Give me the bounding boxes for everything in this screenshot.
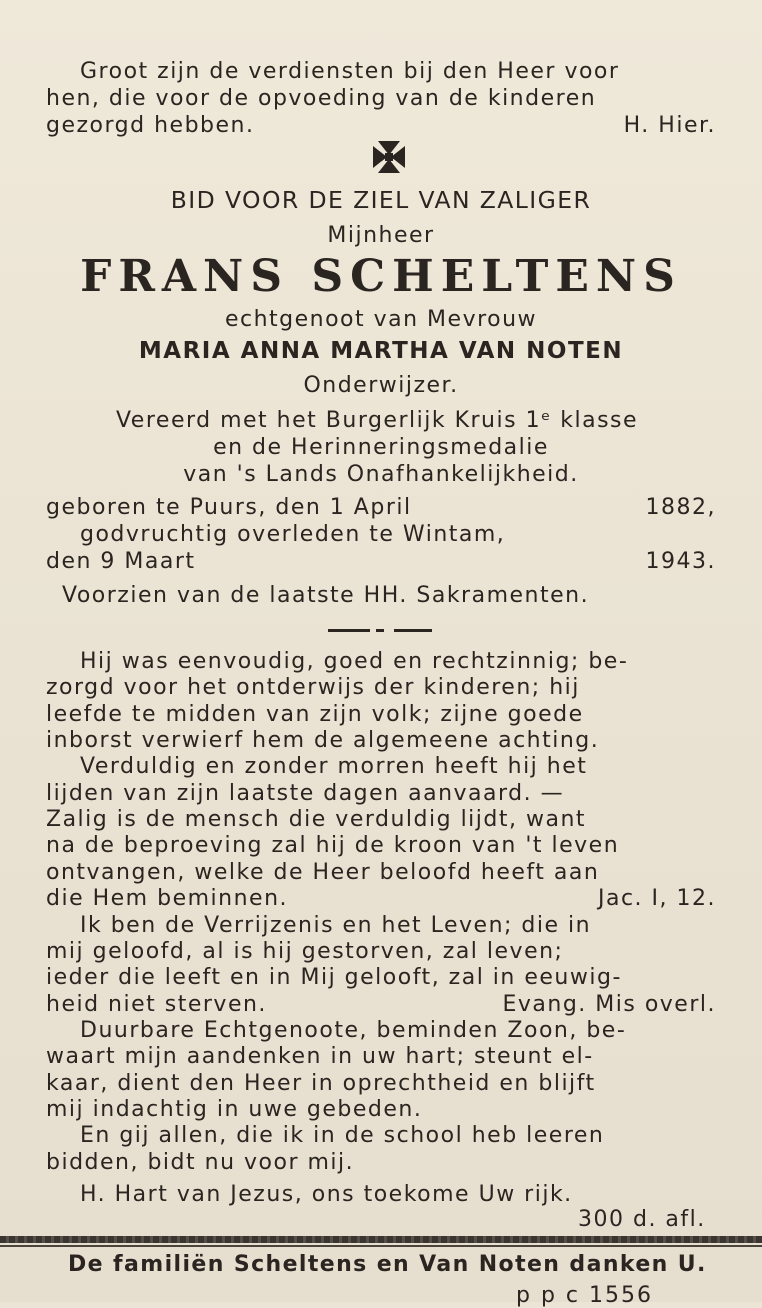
body-line-text: Hij was eenvoudig, goed en rechtzinnig; be- xyxy=(80,649,629,674)
body-line-text: heid niet sterven. xyxy=(46,991,267,1017)
body-line xyxy=(46,939,563,964)
birth-year: 1882, xyxy=(645,495,716,520)
body-line-text: bidden, bidt nu voor mij. xyxy=(46,1149,355,1175)
profession: Onderwijzer. xyxy=(303,373,459,398)
body-line-text: ieder die leeft en in Mij gelooft, zal in eeuwig- xyxy=(46,965,622,991)
body-line xyxy=(46,992,716,1017)
body-line xyxy=(46,886,716,911)
body-line xyxy=(46,860,599,885)
quote-line-3: gezorgd hebben. H. Hier. xyxy=(46,113,716,138)
print-reference: p p c 1556 xyxy=(516,1283,653,1308)
footer-rule xyxy=(0,1236,762,1243)
body-line xyxy=(46,1071,596,1096)
body-line xyxy=(46,702,584,727)
body-line-text: En gij allen, die ik in de school heb leeren xyxy=(80,1123,605,1149)
divider-right xyxy=(394,629,432,632)
body-line-text: die Hem beminnen. xyxy=(46,886,289,912)
body-line-text: lijden van zijn laatste dagen aanvaard. — xyxy=(46,780,565,806)
body-line-text: waart mijn aandenken in uw hart; steunt el- xyxy=(46,1044,594,1070)
birth-text: geboren te Puurs, den 1 April xyxy=(46,495,412,520)
body-line-text: kaar, dient den Heer in oprechtheid en blijft xyxy=(46,1070,596,1096)
death-year: 1943. xyxy=(645,549,716,574)
body-line-text: leefde te midden van zijn volk; zijne goede xyxy=(46,701,584,727)
body-line xyxy=(80,1018,626,1043)
footer-rule-underline xyxy=(0,1245,762,1247)
sacraments-line: Voorzien van de laatste HH. Sakramenten. xyxy=(62,583,590,608)
body-line xyxy=(80,649,628,674)
divider-middle xyxy=(376,629,384,632)
body-line xyxy=(80,754,587,779)
body-line xyxy=(80,913,591,938)
body-line-text: Ik ben de Verrijzenis en het Leven; die in xyxy=(80,912,592,938)
death-date-line xyxy=(46,549,716,574)
body-line-text: mij geloofd, al is hij gestorven, zal leven; xyxy=(46,938,564,964)
body-line-text: mij indachtig in uwe gebeden. xyxy=(46,1096,423,1122)
body-line xyxy=(46,728,599,753)
body-line xyxy=(46,833,619,858)
honorific: Mijnheer xyxy=(327,223,435,248)
body-line-text: zorgd voor het ontderwijs der kinderen; hij xyxy=(46,675,580,701)
spouse-name: MARIA ANNA MARTHA VAN NOTEN xyxy=(138,338,624,364)
thanks-footer: De familiën Scheltens en Van Noten danken U. xyxy=(68,1252,707,1277)
body-line xyxy=(46,807,586,832)
body-line xyxy=(46,1150,354,1175)
quote-line-2: hen, die voor de opvoeding van de kinderen xyxy=(46,86,597,111)
body-line-text: na de beproeving zal hij de kroon van 't leven xyxy=(46,833,620,859)
iron-cross-icon xyxy=(372,140,406,174)
body-line xyxy=(80,1123,604,1148)
body-line-text: inborst verwierf hem de algemeene achting. xyxy=(46,728,600,754)
quote-attribution: H. Hier. xyxy=(623,113,716,138)
body-line xyxy=(46,1044,594,1069)
quote-line-1: Groot zijn de verdiensten bij den Heer voor xyxy=(80,59,620,84)
indulgence-prayer: H. Hart van Jezus, ons toekome Uw rijk. xyxy=(80,1182,573,1207)
body-line-citation: Evang. Mis overl. xyxy=(502,991,716,1017)
body-line xyxy=(46,781,564,806)
body-line xyxy=(46,675,580,700)
body-line xyxy=(46,965,622,990)
body-line-citation: Jac. I, 12. xyxy=(597,886,716,912)
indulgence-days: 300 d. afl. xyxy=(578,1207,706,1232)
body-line-text: Duurbare Echtgenoote, beminden Zoon, be- xyxy=(80,1017,627,1043)
spouse-intro: echtgenoot van Mevrouw xyxy=(224,307,538,332)
honours-line-3: van 's Lands Onafhankelijkheid. xyxy=(183,462,579,487)
honours-line-1: Vereerd met het Burgerlijk Kruis 1ᵉ klasse xyxy=(115,408,639,433)
divider-left xyxy=(328,629,370,632)
honours-line-2: en de Herinneringsmedalie xyxy=(213,435,549,460)
prayer-heading: BID VOOR DE ZIEL VAN ZALIGER xyxy=(170,186,592,214)
body-line-text: ontvangen, welke de Heer beloofd heeft aan xyxy=(46,859,600,885)
death-line: godvruchtig overleden te Wintam, xyxy=(80,522,506,547)
death-date: den 9 Maart xyxy=(46,549,196,574)
body-line-text: Zalig is de mensch die verduldig lijdt, want xyxy=(46,807,587,833)
body-line-text: Verduldig en zonder morren heeft hij het xyxy=(80,754,588,780)
deceased-name: FRANS SCHELTENS xyxy=(80,251,682,302)
birth-line xyxy=(46,495,716,520)
body-line xyxy=(46,1097,422,1122)
